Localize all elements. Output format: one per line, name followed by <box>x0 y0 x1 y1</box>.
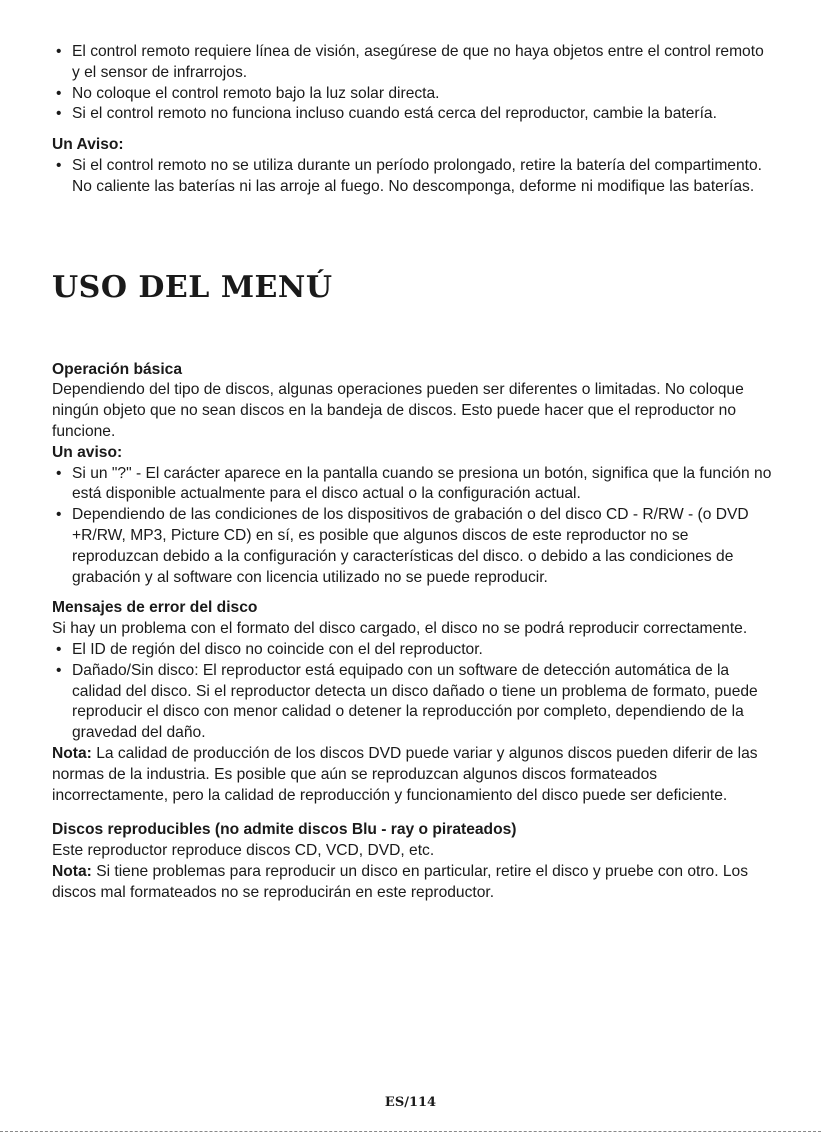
bullet-text: El control remoto requiere línea de visión, asegúrese de que no haya objetos entre el control remoto y el sensor de infrarrojos. <box>72 43 764 81</box>
list-item <box>52 42 772 84</box>
basic-heading: Operación básica <box>52 360 183 378</box>
bullet-text: Dañado/Sin disco: El reproductor está equipado con un software de detección automática de la calidad del disco. Si el reproductor detecta un disco dañado o tiene un problema de formato, puede reproducir el disco con menor calidad o detener la reproducción por completo, dependiendo de la gravedad del daño. <box>72 661 758 742</box>
bullet-text: Si el control remoto no se utiliza durante un período prolongado, retire la batería del compartimento. No caliente las baterías ni las arroje al fuego. No descomponga, deforme ni modifique las baterías. <box>72 156 762 195</box>
errors-note <box>52 744 772 806</box>
warning-label: Un Aviso: <box>52 136 124 154</box>
bullet-icon: • <box>56 506 62 524</box>
errors-text: Si hay un problema con el formato del disco cargado, el disco no se podrá reproducir correctamente. <box>52 620 748 638</box>
basic-text: Dependiendo del tipo de discos, algunas operaciones pueden ser diferentes o limitadas. No coloque ningún objeto que no sean discos en la bandeja de discos. Esto puede hacer que el reproductor no funcione. <box>52 381 744 440</box>
bullet-text: El ID de región del disco no coincide con el del reproductor. <box>72 640 483 658</box>
page-number: ES/114 <box>384 1095 437 1110</box>
note-text: La calidad de producción de los discos DVD puede variar y algunos discos pueden diferir de las normas de la industria. Es posible que aún se reproduzcan algunos discos formateados incorrectamente, pero la calidad de reproducción y funcionamiento del disco puede ser deficiente. <box>52 744 758 804</box>
list-item <box>52 661 772 744</box>
basic-warning-label: Un aviso: <box>52 443 123 461</box>
bullet-icon: • <box>56 464 62 482</box>
list-item <box>52 640 772 661</box>
note-label: Nota: <box>52 744 92 762</box>
warning-bullet-list <box>52 156 772 198</box>
bullet-text: Si un "?" - El carácter aparece en la pantalla cuando se presiona un botón, significa que la función no está disponible actualmente para el disco actual o la configuración actual. <box>72 464 772 503</box>
bullet-text: Dependiendo de las condiciones de los dispositivos de grabación o del disco CD - R/RW - (o DVD +R/RW, MP3, Picture CD) en sí, es posible que algunos discos de este reproductor no se reproduzcan debido a la configuración y características del disco. o debido a las condiciones de grabación y al software con licencia utilizado no se puede reproducir. <box>72 506 749 586</box>
bullet-icon: • <box>56 84 62 102</box>
bullet-icon: • <box>56 156 62 174</box>
list-item <box>52 156 772 198</box>
bullet-icon: • <box>56 43 62 60</box>
manual-page <box>52 42 772 904</box>
errors-heading: Mensajes de error del disco <box>52 599 258 617</box>
note-text: Si tiene problemas para reproducir un disco en particular, retire el disco y pruebe con otro. Los discos mal formateados no se reproducirán en este reproductor. <box>52 862 749 901</box>
list-item <box>52 84 772 105</box>
bottom-divider <box>0 1131 821 1132</box>
bullet-icon: • <box>56 661 62 679</box>
bullet-icon: • <box>56 640 62 658</box>
bullet-text: Si el control remoto no funciona incluso cuando está cerca del reproductor, cambie la batería. <box>72 105 717 123</box>
bullet-text: No coloque el control remoto bajo la luz solar directa. <box>72 84 440 102</box>
playable-note <box>52 862 772 904</box>
list-item <box>52 464 772 506</box>
playable-heading: Discos reproducibles (no admite discos Blu - ray o pirateados) <box>52 821 517 839</box>
list-item <box>52 505 772 588</box>
bullet-icon: • <box>56 105 62 123</box>
basic-bullet-list <box>52 464 772 589</box>
intro-bullet-list <box>52 42 772 125</box>
list-item <box>52 104 772 125</box>
section-title: USO DEL MENÚ <box>52 269 333 305</box>
playable-text: Este reproductor reproduce discos CD, VCD, DVD, etc. <box>52 842 435 860</box>
note-label: Nota: <box>52 862 92 880</box>
errors-bullet-list <box>52 640 772 744</box>
